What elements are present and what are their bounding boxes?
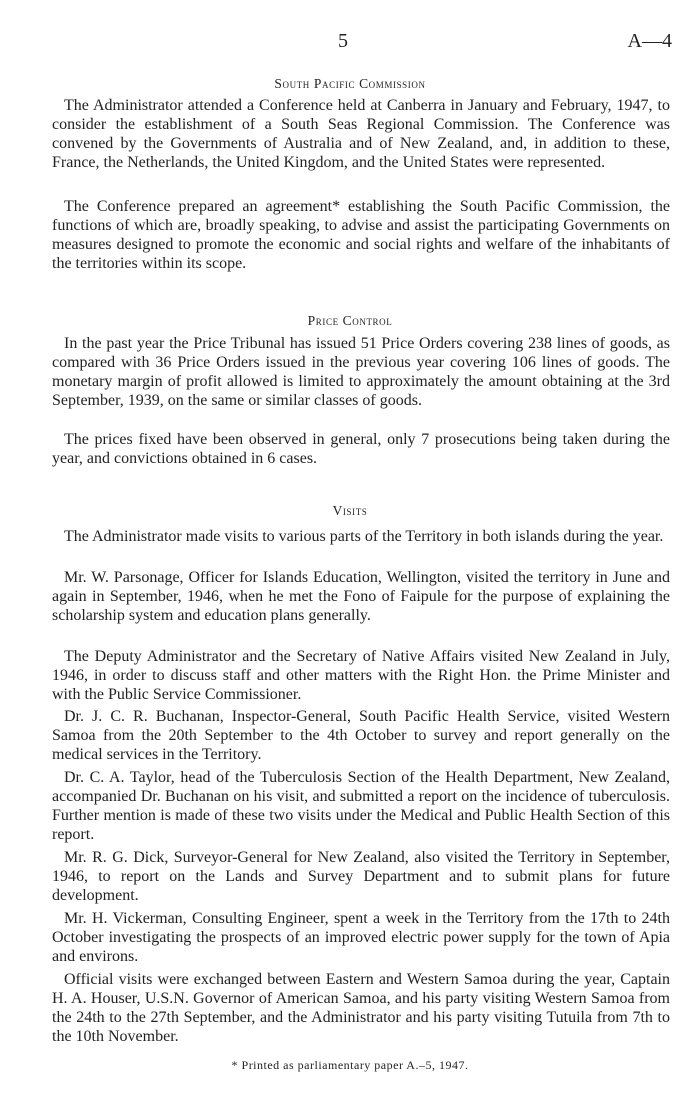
paragraph: The Administrator made visits to various parts of the Territory in both islands during the year.	[64, 528, 664, 545]
paragraph: Mr. R. G. Dick, Surveyor-General for New Zealand, also visited the Territory in September, 1946, to report on the Lands and Survey Department and to submit plans for future development.	[52, 849, 670, 904]
paragraph: The Administrator attended a Conference held at Canberra in January and February, 1947, to consider the establishment of a South Seas Regional Commission. The Conference was convened by the Governments of Australia and of New Zealand, and, in addition to these, France, the Netherlands, the United Kingdom, and the United States were represented.	[52, 97, 670, 171]
paragraph: Dr. J. C. R. Buchanan, Inspector-General, South Pacific Health Service, visited Western Samoa from the 20th September to the 4th October to survey and report generally on the medical services in the Territory.	[52, 708, 670, 763]
section-heading-price-control: Price Control	[307, 313, 393, 328]
paragraph: Mr. H. Vickerman, Consulting Engineer, spent a week in the Territory from the 17th to 24th October investigating the prospects of an improved electric power supply for the town of Apia and environs.	[52, 910, 670, 965]
paragraph: The prices fixed have been observed in general, only 7 prosecutions being taken during the year, and convictions obtained in 6 cases.	[52, 431, 670, 467]
section-heading-south-pacific-commission: South Pacific Commission	[274, 76, 426, 91]
document-code: A—4	[627, 30, 672, 52]
page-header	[0, 30, 700, 56]
page-number: 5	[338, 30, 348, 52]
paragraph: Official visits were exchanged between Eastern and Western Samoa during the year, Captain H. A. Houser, U.S.N. Governor of American Samoa, and his party visiting Western Samoa from the 24th to the 27th September, and the Administrator and his party visiting Tutuila from 7th to the 10th November.	[52, 971, 670, 1045]
paragraph: Dr. C. A. Taylor, head of the Tuberculosis Section of the Health Department, New Zealand, accompanied Dr. Buchanan on his visit, and submitted a report on the incidence of tuberculosis. Further mention is made of these two visits under the Medical and Public Health Section of this report.	[52, 769, 670, 843]
paragraph: The Deputy Administrator and the Secretary of Native Affairs visited New Zealand in July, 1946, in order to discuss staff and other matters with the Right Hon. the Prime Minister and with the Public Service Commissioner.	[52, 648, 670, 703]
footnote: * Printed as parliamentary paper A.–5, 1947.	[231, 1058, 469, 1072]
section-heading-visits: Visits	[332, 503, 368, 518]
paragraph: Mr. W. Parsonage, Officer for Islands Education, Wellington, visited the territory in June and again in September, 1946, when he met the Fono of Faipule for the purpose of explaining the scholarship system and education plans generally.	[52, 569, 670, 624]
paragraph: In the past year the Price Tribunal has issued 51 Price Orders covering 238 lines of goods, as compared with 36 Price Orders issued in the previous year covering 106 lines of goods. The monetary margin of profit allowed is limited to approximately the amount obtaining at the 3rd September, 1939, on the same or similar classes of goods.	[52, 335, 670, 409]
paragraph: The Conference prepared an agreement* establishing the South Pacific Commission, the functions of which are, broadly speaking, to advise and assist the participating Governments on measures designed to promote the economic and social rights and welfare of the inhabitants of the territories within its scope.	[52, 198, 670, 272]
